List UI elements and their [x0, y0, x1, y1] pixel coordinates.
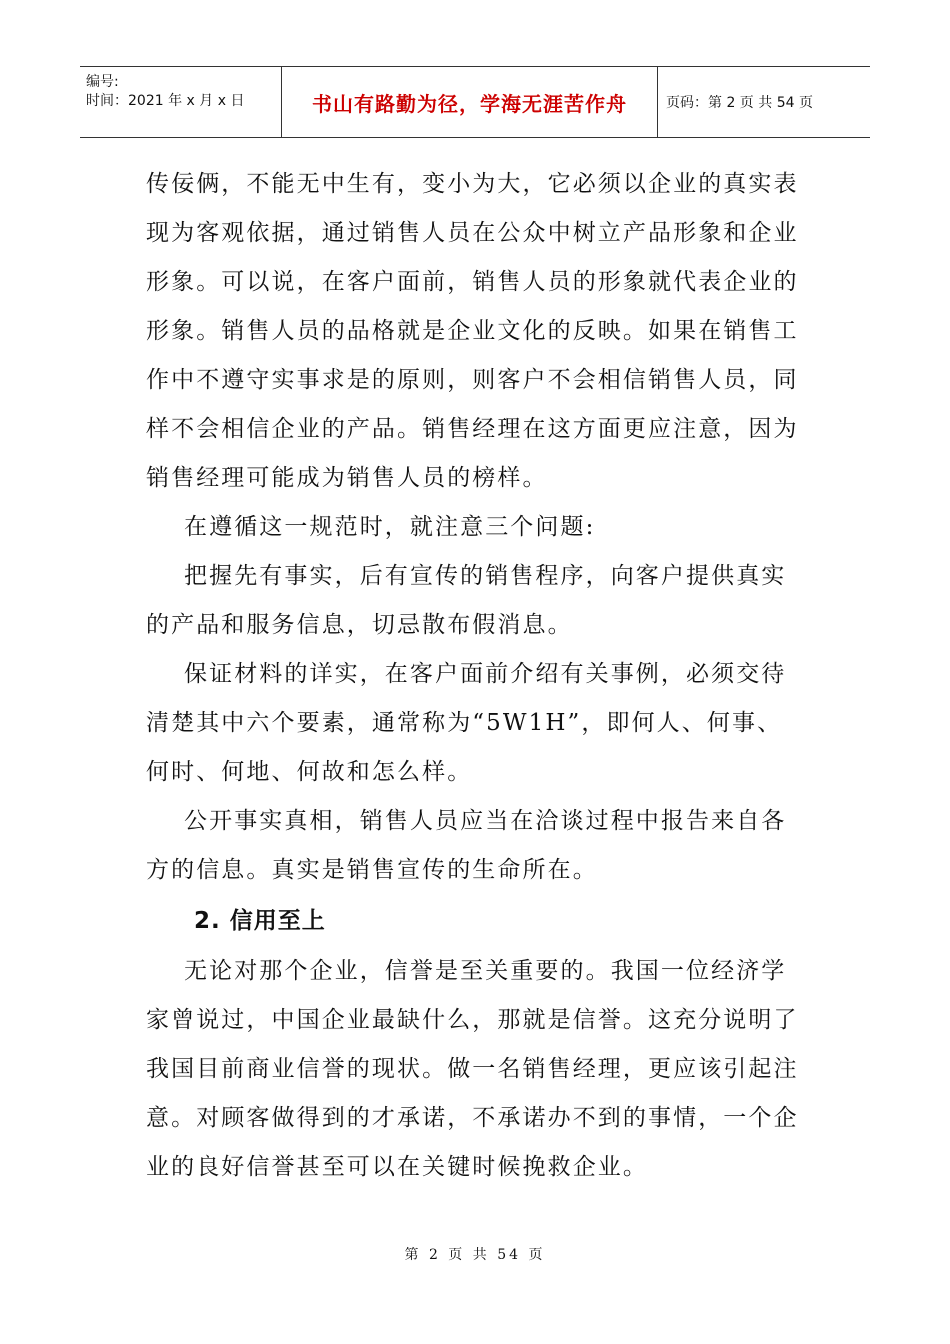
header-page-info: 页码：第 2 页 共 54 页: [666, 95, 813, 111]
body-paragraph: 无论对那个企业，信誉是至关重要的。我国一位经济学家曾说过，中国企业最缺什么，那就是信誉。这充分说明了我国目前商业信誉的现状。做一名销售经理，更应该引起注意。对顾客做得到的才承诺，不承诺办不到的事情，一个企业的良好信誉甚至可以在关键时候挽救企业。: [146, 958, 799, 1180]
document-header: [80, 66, 870, 138]
body-paragraph: 保证材料的详实，在客户面前介绍有关事例，必须交待清楚其中六个要素，通常称为“5W1H”，即何人、何事、何时、何地、何故和怎么样。: [146, 661, 787, 785]
body-paragraph: 公开事实真相，销售人员应当在洽谈过程中报告来自各方的信息。真实是销售宣传的生命所在。: [146, 808, 787, 883]
header-meta: [80, 67, 282, 137]
body-paragraph: 在遵循这一规范时，就注意三个问题:: [184, 514, 596, 540]
serial-number-label: 编号:: [86, 74, 119, 90]
document-body: [146, 160, 806, 1192]
body-paragraph: 传佞俩，不能无中生有，变小为大，它必须以企业的真实表现为客观依据，通过销售人员在公众中树立产品形象和企业形象。可以说，在客户面前，销售人员的形象就代表企业的形象。销售人员的品格就是企业文化的反映。如果在销售工作中不遵守实事求是的原则，则客户不会相信销售人员，同样不会相信企业的产品。销售经理在这方面更应注意，因为销售经理可能成为销售人员的榜样。: [146, 171, 799, 491]
page-footer: 第 2 页 共 54 页: [404, 1247, 546, 1263]
section-heading: 2. 信用至上: [194, 908, 326, 934]
date-line: 时间：2021 年 x 月 x 日: [86, 93, 245, 109]
body-paragraph: 把握先有事实，后有宣传的销售程序，向客户提供真实的产品和服务信息，切忌散布假消息。: [146, 563, 787, 638]
header-motto: 书山有路勤为径，学海无涯苦作舟: [282, 67, 658, 137]
